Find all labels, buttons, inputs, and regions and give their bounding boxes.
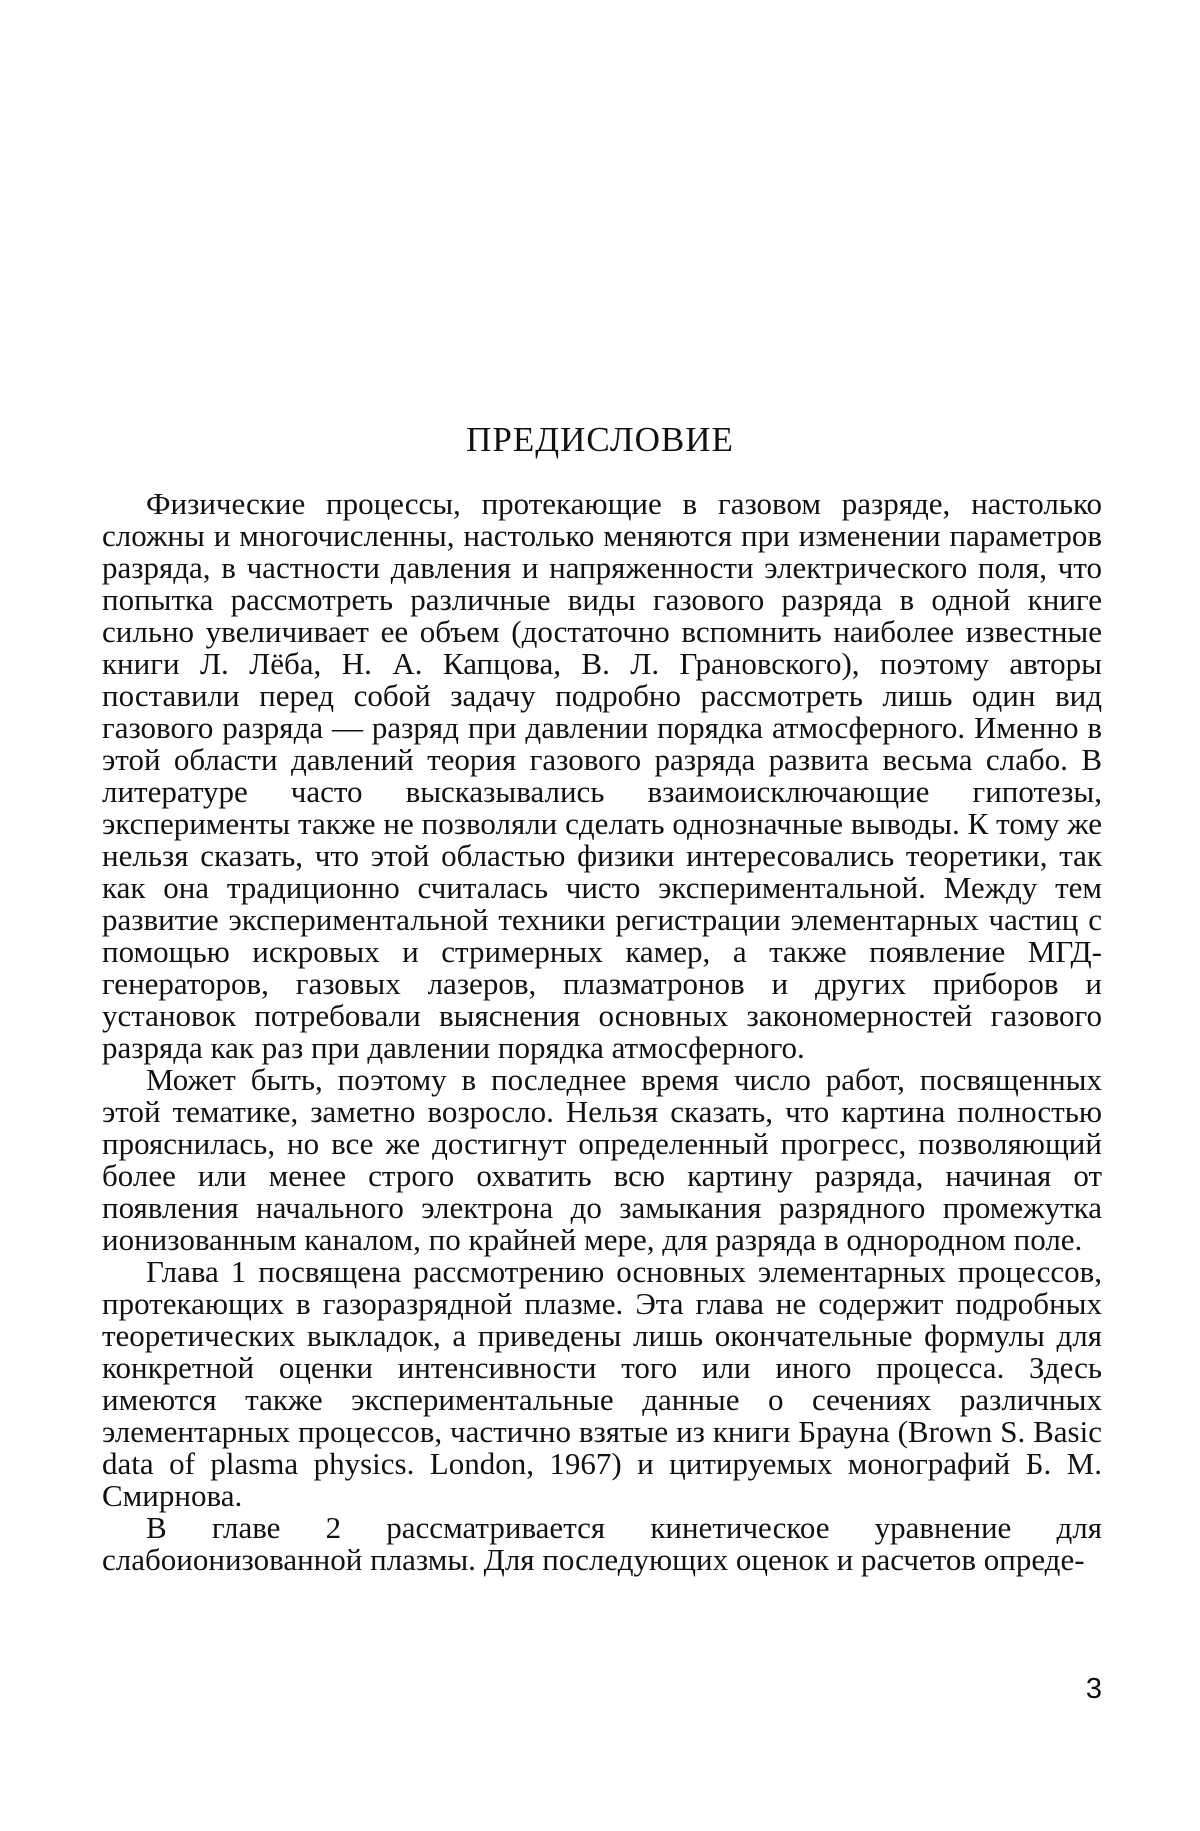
paragraph: Может быть, поэтому в последнее время число работ, посвященных этой тематике, заметно возросло. Нельзя сказать, что картина полностью прояснилась, но все же достигнут определенный прогресс, позволяющий более или менее строго охватить всю картину разряда, начиная от появления начального электрона до замыкания разрядного промежутка ионизованным каналом, по крайней мере, для разряда в однородном поле. (102, 1062, 1102, 1257)
body-text (102, 488, 1102, 1576)
paragraph: В главе 2 рассматривается кинетическое уравнение для слабоионизованной плазмы. Для последующих оценок и расчетов опреде- (102, 1510, 1102, 1577)
paragraph: Физические процессы, протекающие в газовом разряде, настолько сложны и многочисленны, настолько меняются при изменении параметров разряда, в частности давления и напряженности электрического поля, что попытка рассмотреть различные виды газового разряда в одной книге сильно увеличивает ее объем (достаточно вспомнить наиболее известные книги Л. Лёба, Н. А. Капцова, В. Л. Грановского), поэтому авторы поставили перед собой задачу подробно рассмотреть лишь один вид газового разряда — разряд при давлении порядка атмосферного. Именно в этой области давлений теория газового разряда развита весьма слабо. В литературе часто высказывались взаимоисключающие гипотезы, эксперименты также не позволяли сделать однозначные выводы. К тому же нельзя сказать, что этой областью физики интересовались теоретики, так как она традиционно считалась чисто экспериментальной. Между тем развитие экспериментальной техники регистрации элементарных частиц с помощью искровых и стримерных камер, а также появление МГД-генераторов, газовых лазеров, плазматронов и других приборов и установок потребовали выяснения основных закономерностей газового разряда как раз при давлении порядка атмосферного. (102, 486, 1102, 1065)
paragraph: Глава 1 посвящена рассмотрению основных элементарных процессов, протекающих в газоразрядной плазме. Эта глава не содержит подробных теоретических выкладок, а приведены лишь окончательные формулы для конкретной оценки интенсивности того или иного процесса. Здесь имеются также экспериментальные данные о сечениях различных элементарных процессов, частично взятые из книги Брауна (Brown S. Basic data of plasma physics. London, 1967) и цитируемых монографий Б. М. Смирнова. (102, 1254, 1102, 1513)
page-number: 3 (1085, 1673, 1102, 1705)
page-title: ПРЕДИСЛОВИЕ (466, 420, 734, 459)
